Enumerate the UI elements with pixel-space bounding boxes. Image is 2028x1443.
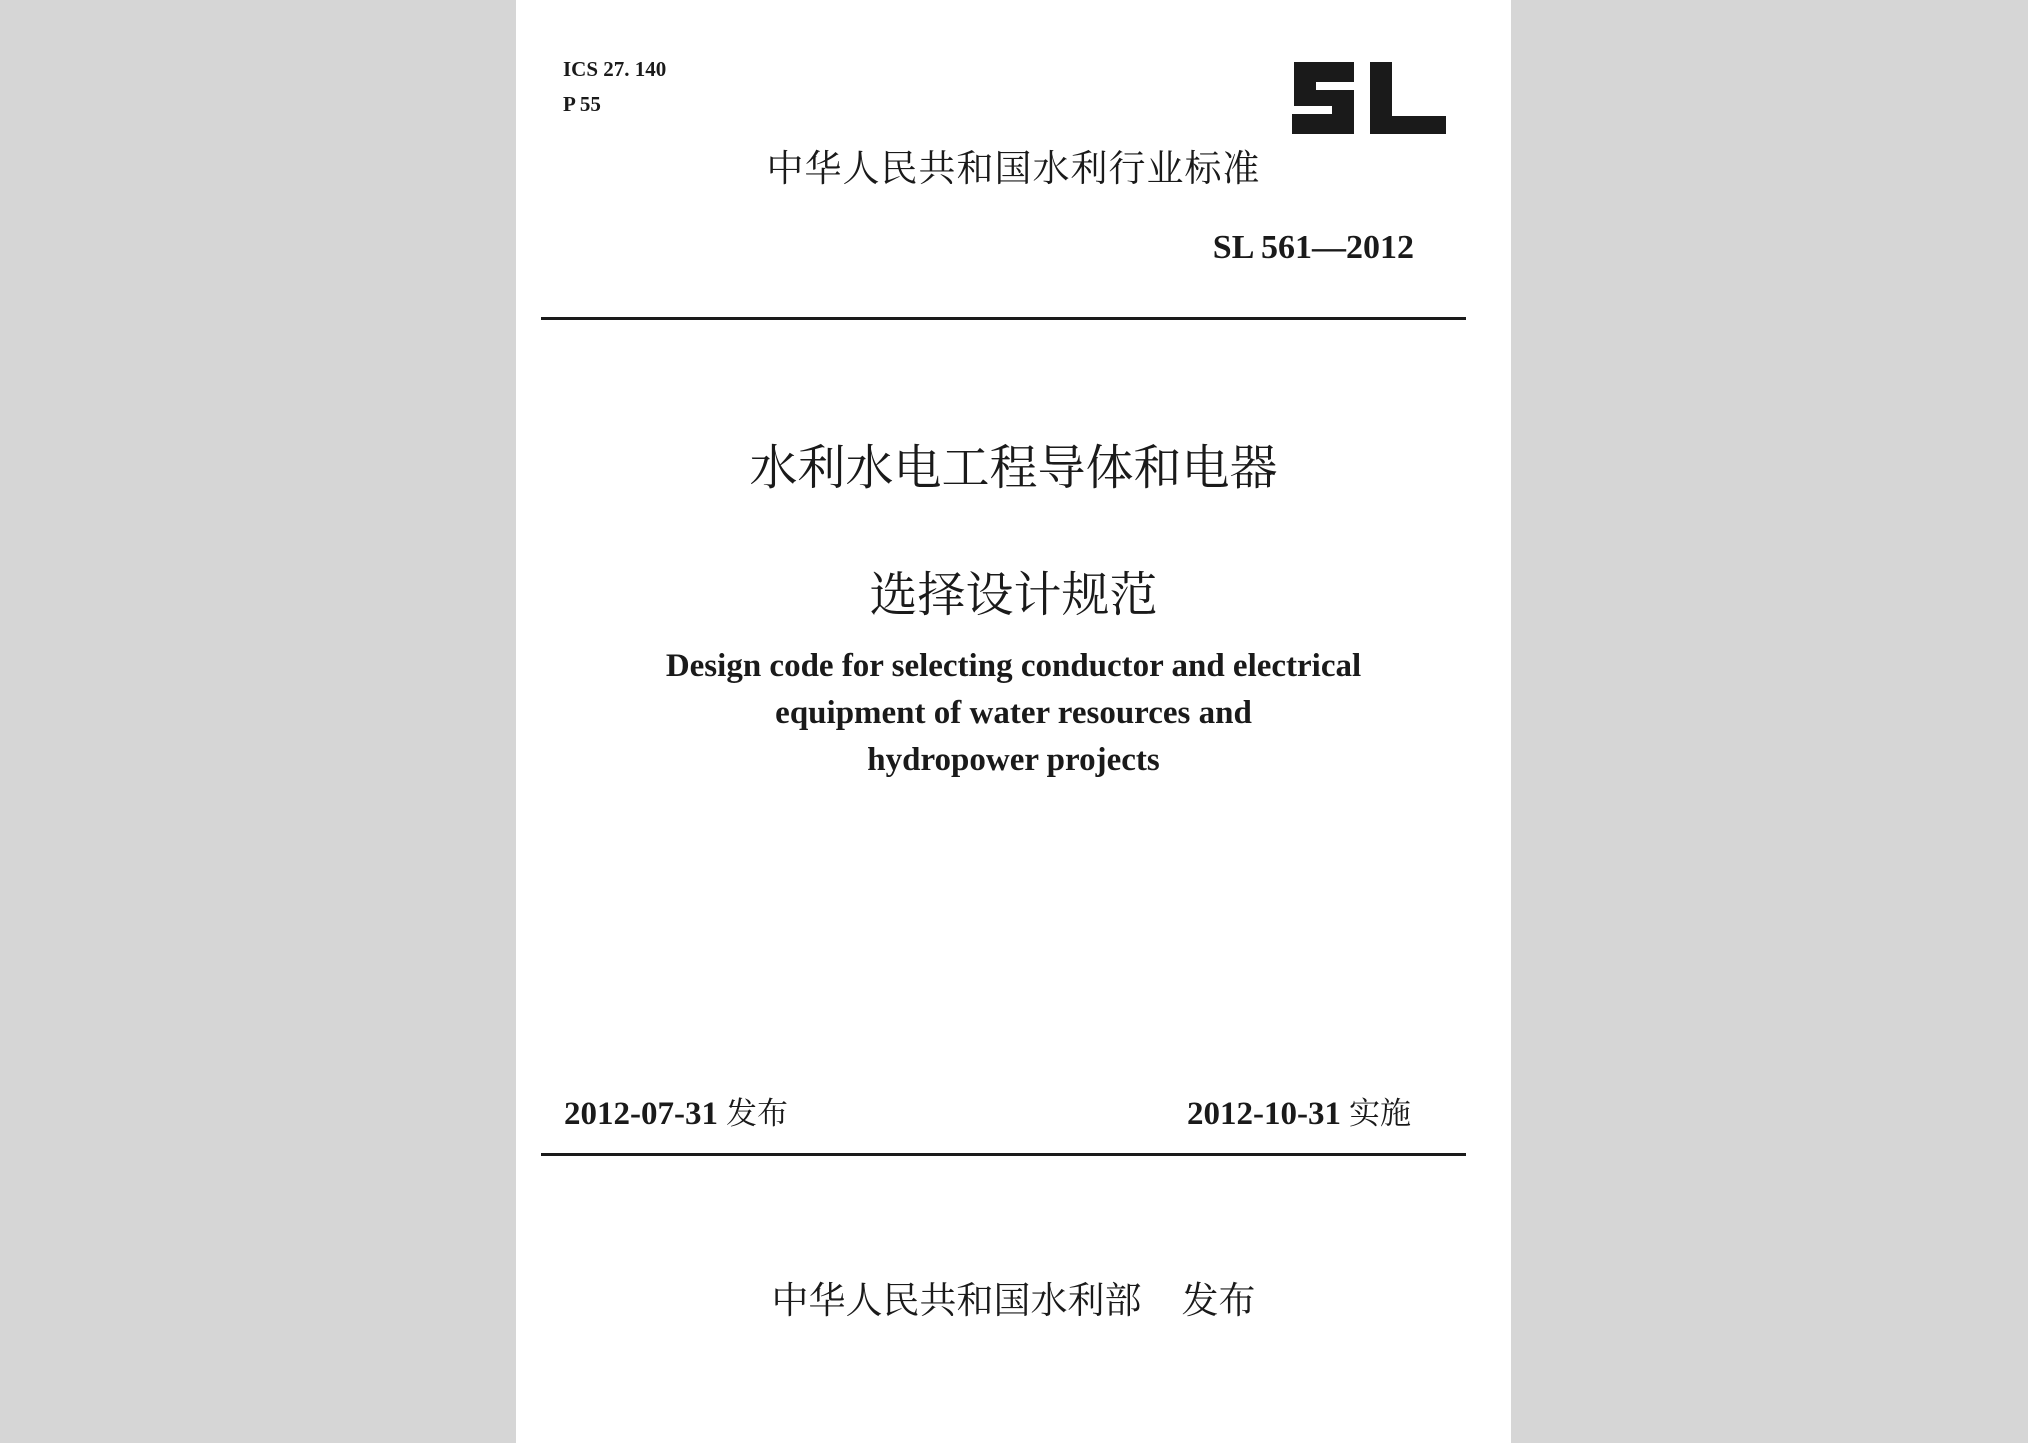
implementation-date-value: 2012-10-31 <box>1187 1096 1341 1132</box>
logo-letter-l <box>1370 62 1446 134</box>
ics-code: ICS 27. 140 <box>563 57 667 81</box>
classification-codes <box>563 52 666 122</box>
sl-logo <box>1286 52 1446 142</box>
english-title-line-2: equipment of water resources and <box>775 695 1252 731</box>
implementation-date <box>1187 1093 1411 1135</box>
publisher-name: 中华人民共和国水利部 <box>771 1279 1142 1322</box>
industry-standard-title: 中华人民共和国水利行业标准 <box>766 147 1261 190</box>
chinese-title-line-1: 水利水电工程导体和电器 <box>749 440 1278 496</box>
publisher <box>516 1278 1511 1324</box>
implementation-date-label: 实施 <box>1349 1096 1411 1132</box>
logo-letter-s <box>1292 62 1354 134</box>
ccs-code: P 55 <box>563 92 601 116</box>
english-title <box>516 643 1511 784</box>
document-cover <box>516 0 1511 1443</box>
english-title-line-1: Design code for selecting conductor and electrical <box>665 648 1362 684</box>
issue-date-label: 发布 <box>725 1096 788 1132</box>
bottom-divider <box>541 1153 1466 1156</box>
chinese-title-line-2: 选择设计规范 <box>869 567 1158 623</box>
publisher-action: 发布 <box>1181 1279 1256 1322</box>
issue-date-value: 2012-07-31 <box>564 1096 718 1132</box>
top-divider <box>541 317 1466 320</box>
standard-number: SL 561—2012 <box>1212 229 1414 266</box>
issue-date <box>564 1093 788 1135</box>
english-title-line-3: hydropower projects <box>867 742 1160 778</box>
